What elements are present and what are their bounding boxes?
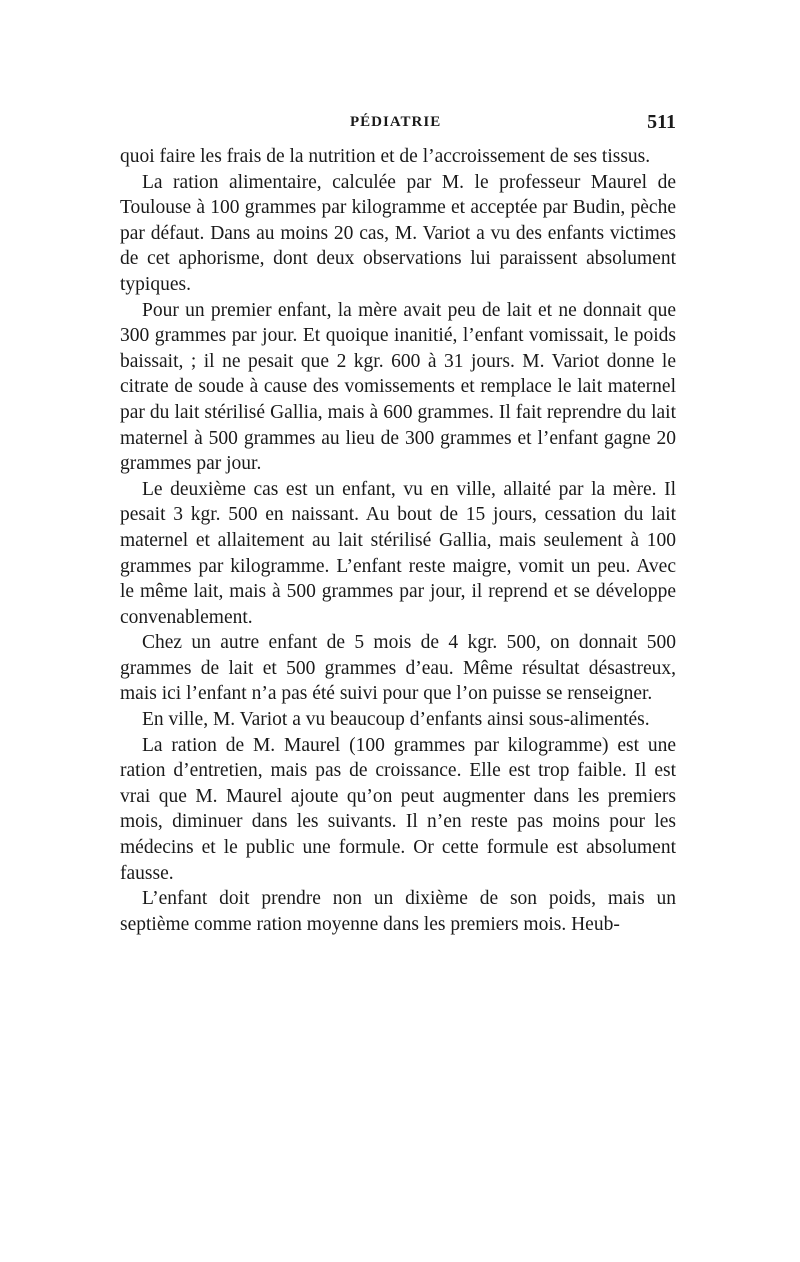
body-text	[120, 144, 676, 937]
paragraph-deuxieme-cas: Le deuxième cas est un enfant, vu en ville, allaité par la mère. Il pesait 3 kgr. 500 en naissant. Au bout de 15 jours, cessation du lait maternel et allaitement au lait stérilisé Gallia, mais seulement à 100 grammes par kilogramme. L’enfant reste maigre, vomit un peu. Avec le même lait, mais à 500 grammes par jour, il reprend et se développe convenablement.	[120, 478, 676, 628]
paragraph-ration-maurel: La ration alimentaire, calculée par M. le professeur Maurel de Toulouse à 100 grammes par kilogramme et acceptée par Budin, pèche par défaut. Dans au moins 20 cas, M. Variot a vu des enfants victimes de cet aphorisme, dont deux observations lui paraissent absolument typiques.	[120, 171, 676, 295]
paragraph-autre-enfant: Chez un autre enfant de 5 mois de 4 kgr. 500, on donnait 500 grammes de lait et 500 grammes d’eau. Même résultat désastreux, mais ici l’enfant n’a pas été suivi pour que l’on puisse se renseigner.	[120, 632, 676, 705]
paragraph-septieme: L’enfant doit prendre non un dixième de son poids, mais un septième comme ration moyenne dans les premiers mois. Heub-	[120, 888, 676, 935]
page-header	[120, 111, 676, 144]
paragraph-ration-entretien: La ration de M. Maurel (100 grammes par kilogramme) est une ration d’entretien, mais pas de croissance. Elle est trop faible. Il est vrai que M. Maurel ajoute qu’on peut augmenter dans les premiers mois, diminuer dans les suivants. Il n’en reste pas moins pour les médecins et le public une formule. Or cette formule est absolument fausse.	[120, 734, 676, 884]
running-title: PÉDIATRIE	[350, 114, 442, 130]
page-number: 511	[647, 111, 676, 133]
paragraph-en-ville: En ville, M. Variot a vu beaucoup d’enfants ainsi sous-alimentés.	[142, 709, 650, 731]
paragraph-premier-enfant: Pour un premier enfant, la mère avait peu de lait et ne donnait que 300 grammes par jour. Et quoique inanitié, l’enfant vomissait, le poids baissait, ; il ne pesait que 2 kgr. 600 à 31 jours. M. Variot donne le citrate de soude à cause des vomissements et remplace le lait maternel par du lait stérilisé Gallia, mais à 600 grammes. Il fait reprendre du lait maternel à 500 grammes au lieu de 300 grammes et l’enfant gagne 20 grammes par jour.	[120, 299, 676, 475]
paragraph-continuation: quoi faire les frais de la nutrition et de l’accroissement de ses tissus.	[120, 146, 651, 167]
